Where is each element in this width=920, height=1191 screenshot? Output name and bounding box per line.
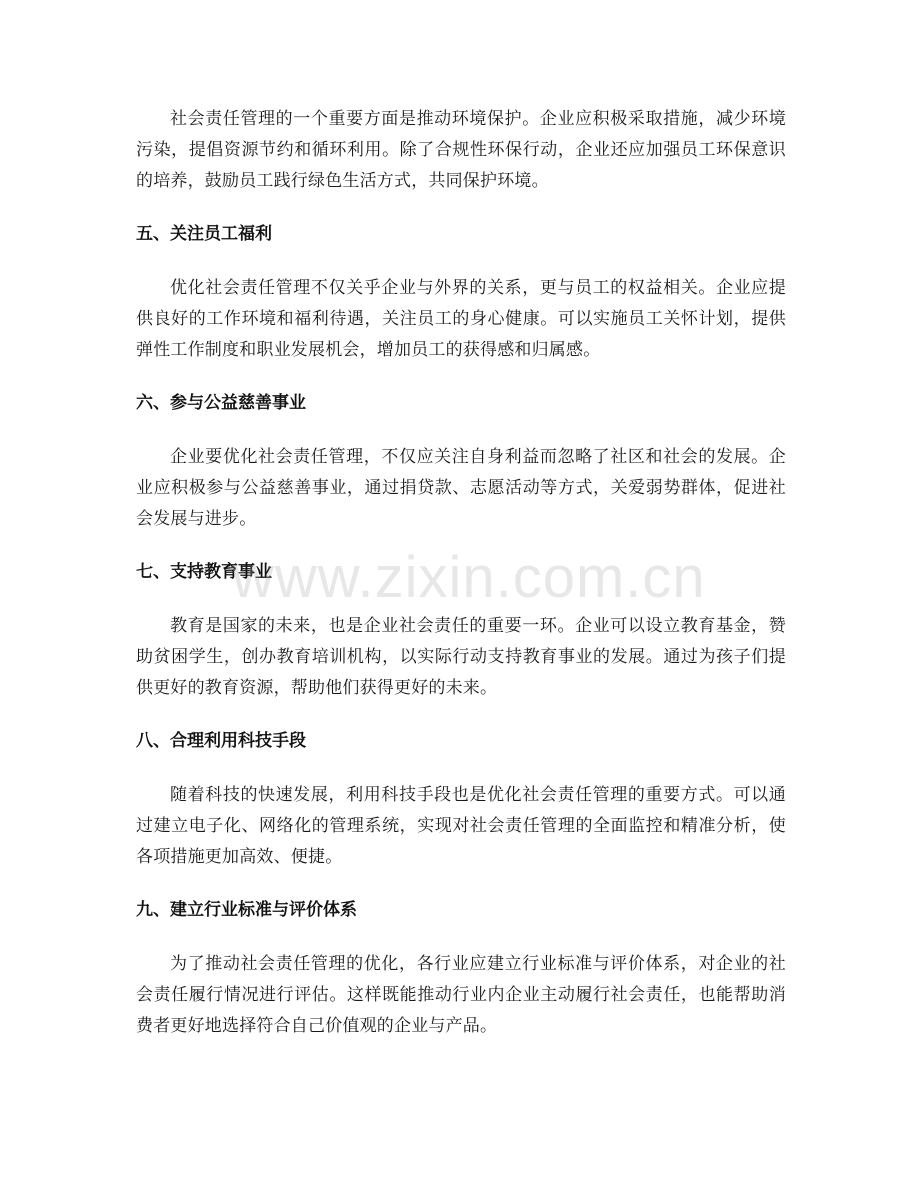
- heading-charity: 六、参与公益慈善事业: [136, 393, 306, 413]
- paragraph-charity: 企业要优化社会责任管理，不仅应关注自身利益而忽略了社区和社会的发展。企业应积极参与公益慈善事业，通过捐贷款、志愿活动等方式，关爱弱势群体，促进社会发展与进步。: [136, 447, 786, 529]
- heading-industry-standards: 九、建立行业标准与评价体系: [136, 900, 357, 920]
- paragraph-technology: 随着科技的快速发展，利用科技手段也是优化社会责任管理的重要方式。可以通过建立电子化、网络化的管理系统，实现对社会责任管理的全面监控和精准分析，使各项措施更加高效、便捷。: [136, 785, 786, 867]
- paragraph-education: 教育是国家的未来，也是企业社会责任的重要一环。企业可以设立教育基金，赞助贫困学生，创办教育培训机构，以实际行动支持教育事业的发展。通过为孩子们提供更好的教育资源，帮助他们获得更好的未来。: [136, 616, 786, 698]
- heading-technology: 八、合理利用科技手段: [136, 731, 306, 751]
- paragraph-employee-welfare: 优化社会责任管理不仅关乎企业与外界的关系，更与员工的权益相关。企业应提供良好的工作环境和福利待遇，关注员工的身心健康。可以实施员工关怀计划，提供弹性工作制度和职业发展机会，增加员工的获得感和归属感。: [136, 278, 786, 360]
- document-body: [136, 104, 786, 1067]
- heading-education: 七、支持教育事业: [136, 562, 272, 582]
- paragraph-industry-standards: 为了推动社会责任管理的优化，各行业应建立行业标准与评价体系，对企业的社会责任履行情况进行评估。这样既能推动行业内企业主动履行社会责任，也能帮助消费者更好地选择符合自己价值观的企业与产品。: [136, 954, 786, 1036]
- paragraph-environment: 社会责任管理的一个重要方面是推动环境保护。企业应积极采取措施，减少环境污染，提倡资源节约和循环利用。除了合规性环保行动，企业还应加强员工环保意识的培养，鼓励员工践行绿色生活方式，共同保护环境。: [136, 109, 786, 191]
- heading-employee-welfare: 五、关注员工福利: [136, 224, 272, 244]
- watermark: www.zixin.com.cn: [232, 545, 706, 610]
